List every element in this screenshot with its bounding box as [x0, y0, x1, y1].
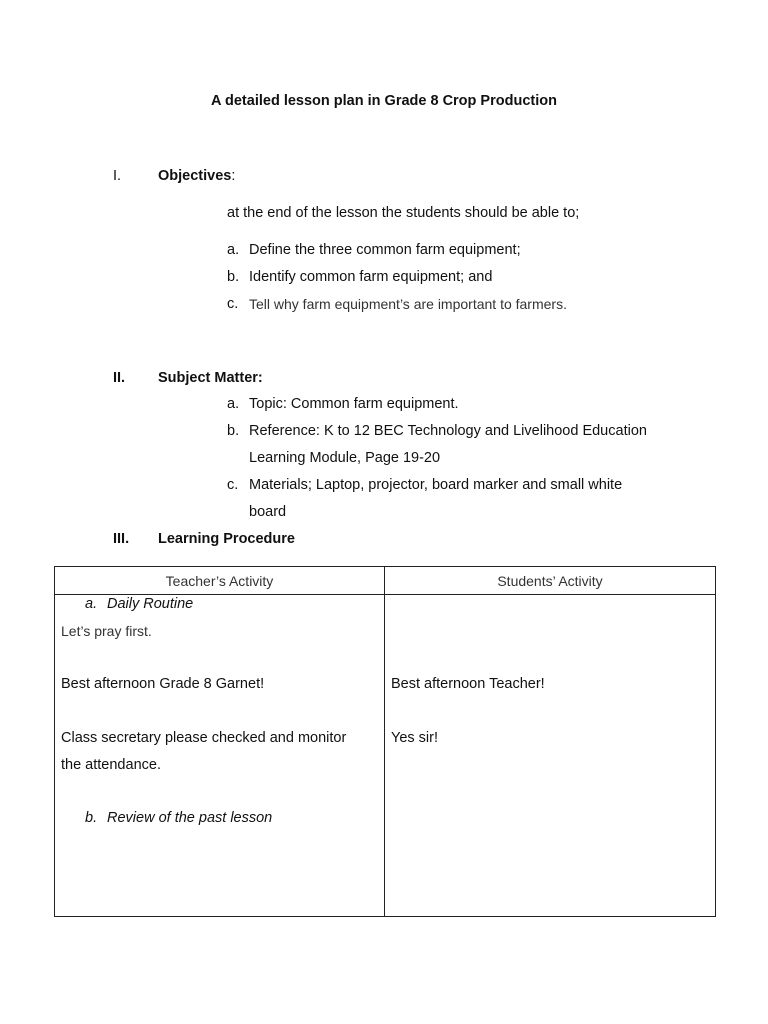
review-marker: b. [85, 810, 98, 826]
subject-a-marker: a. [227, 396, 240, 412]
subject-b-continuation: Learning Module, Page 19-20 [249, 450, 441, 466]
subject-c-marker: c. [227, 477, 239, 493]
section-2-numeral: II. [113, 370, 126, 386]
table-header-row [55, 567, 716, 595]
attendance-line-2: the attendance. [61, 757, 161, 773]
section-3-heading: Learning Procedure [158, 531, 295, 547]
review-label: Review of the past lesson [107, 810, 273, 826]
section-1-heading: Objectives [158, 168, 232, 184]
teacher-greeting: Best afternoon Grade 8 Garnet! [61, 676, 265, 692]
students-activity-cell [385, 595, 716, 917]
section-1-colon: : [231, 168, 236, 184]
objectives-intro: at the end of the lesson the students should be able to; [227, 205, 580, 221]
learning-procedure-table [54, 566, 716, 917]
objective-c-marker: c. [227, 296, 239, 312]
objective-b-text: Identify common farm equipment; and [249, 269, 493, 285]
teacher-activity-header: Teacher’s Activity [55, 567, 385, 595]
teacher-activity-cell [55, 595, 385, 917]
students-activity-header: Students’ Activity [385, 567, 716, 595]
objective-a-text: Define the three common farm equipment; [249, 242, 521, 258]
objective-b-marker: b. [227, 269, 240, 285]
pray-text: Let’s pray first. [61, 623, 152, 639]
objective-a-marker: a. [227, 242, 240, 258]
students-attendance-reply: Yes sir! [391, 730, 439, 746]
subject-b-marker: b. [227, 423, 240, 439]
objective-c-text: Tell why farm equipment’s are important to farmers. [249, 296, 567, 312]
document-title: A detailed lesson plan in Grade 8 Crop Production [211, 93, 557, 109]
attendance-line-1: Class secretary please checked and monitor [61, 730, 347, 746]
students-greeting-reply: Best afternoon Teacher! [391, 676, 545, 692]
routine-marker: a. [85, 596, 98, 612]
section-1-heading-line [158, 168, 235, 184]
section-3-numeral: III. [113, 531, 130, 547]
subject-c-text: Materials; Laptop, projector, board marker and small white [249, 477, 623, 493]
subject-b-text: Reference: K to 12 BEC Technology and Livelihood Education [249, 423, 647, 439]
subject-a-text: Topic: Common farm equipment. [249, 396, 459, 412]
routine-label: Daily Routine [107, 596, 194, 612]
table-row [55, 595, 716, 917]
section-1-numeral: I. [113, 168, 122, 184]
subject-c-continuation: board [249, 504, 287, 520]
section-2-heading: Subject Matter: [158, 370, 263, 386]
